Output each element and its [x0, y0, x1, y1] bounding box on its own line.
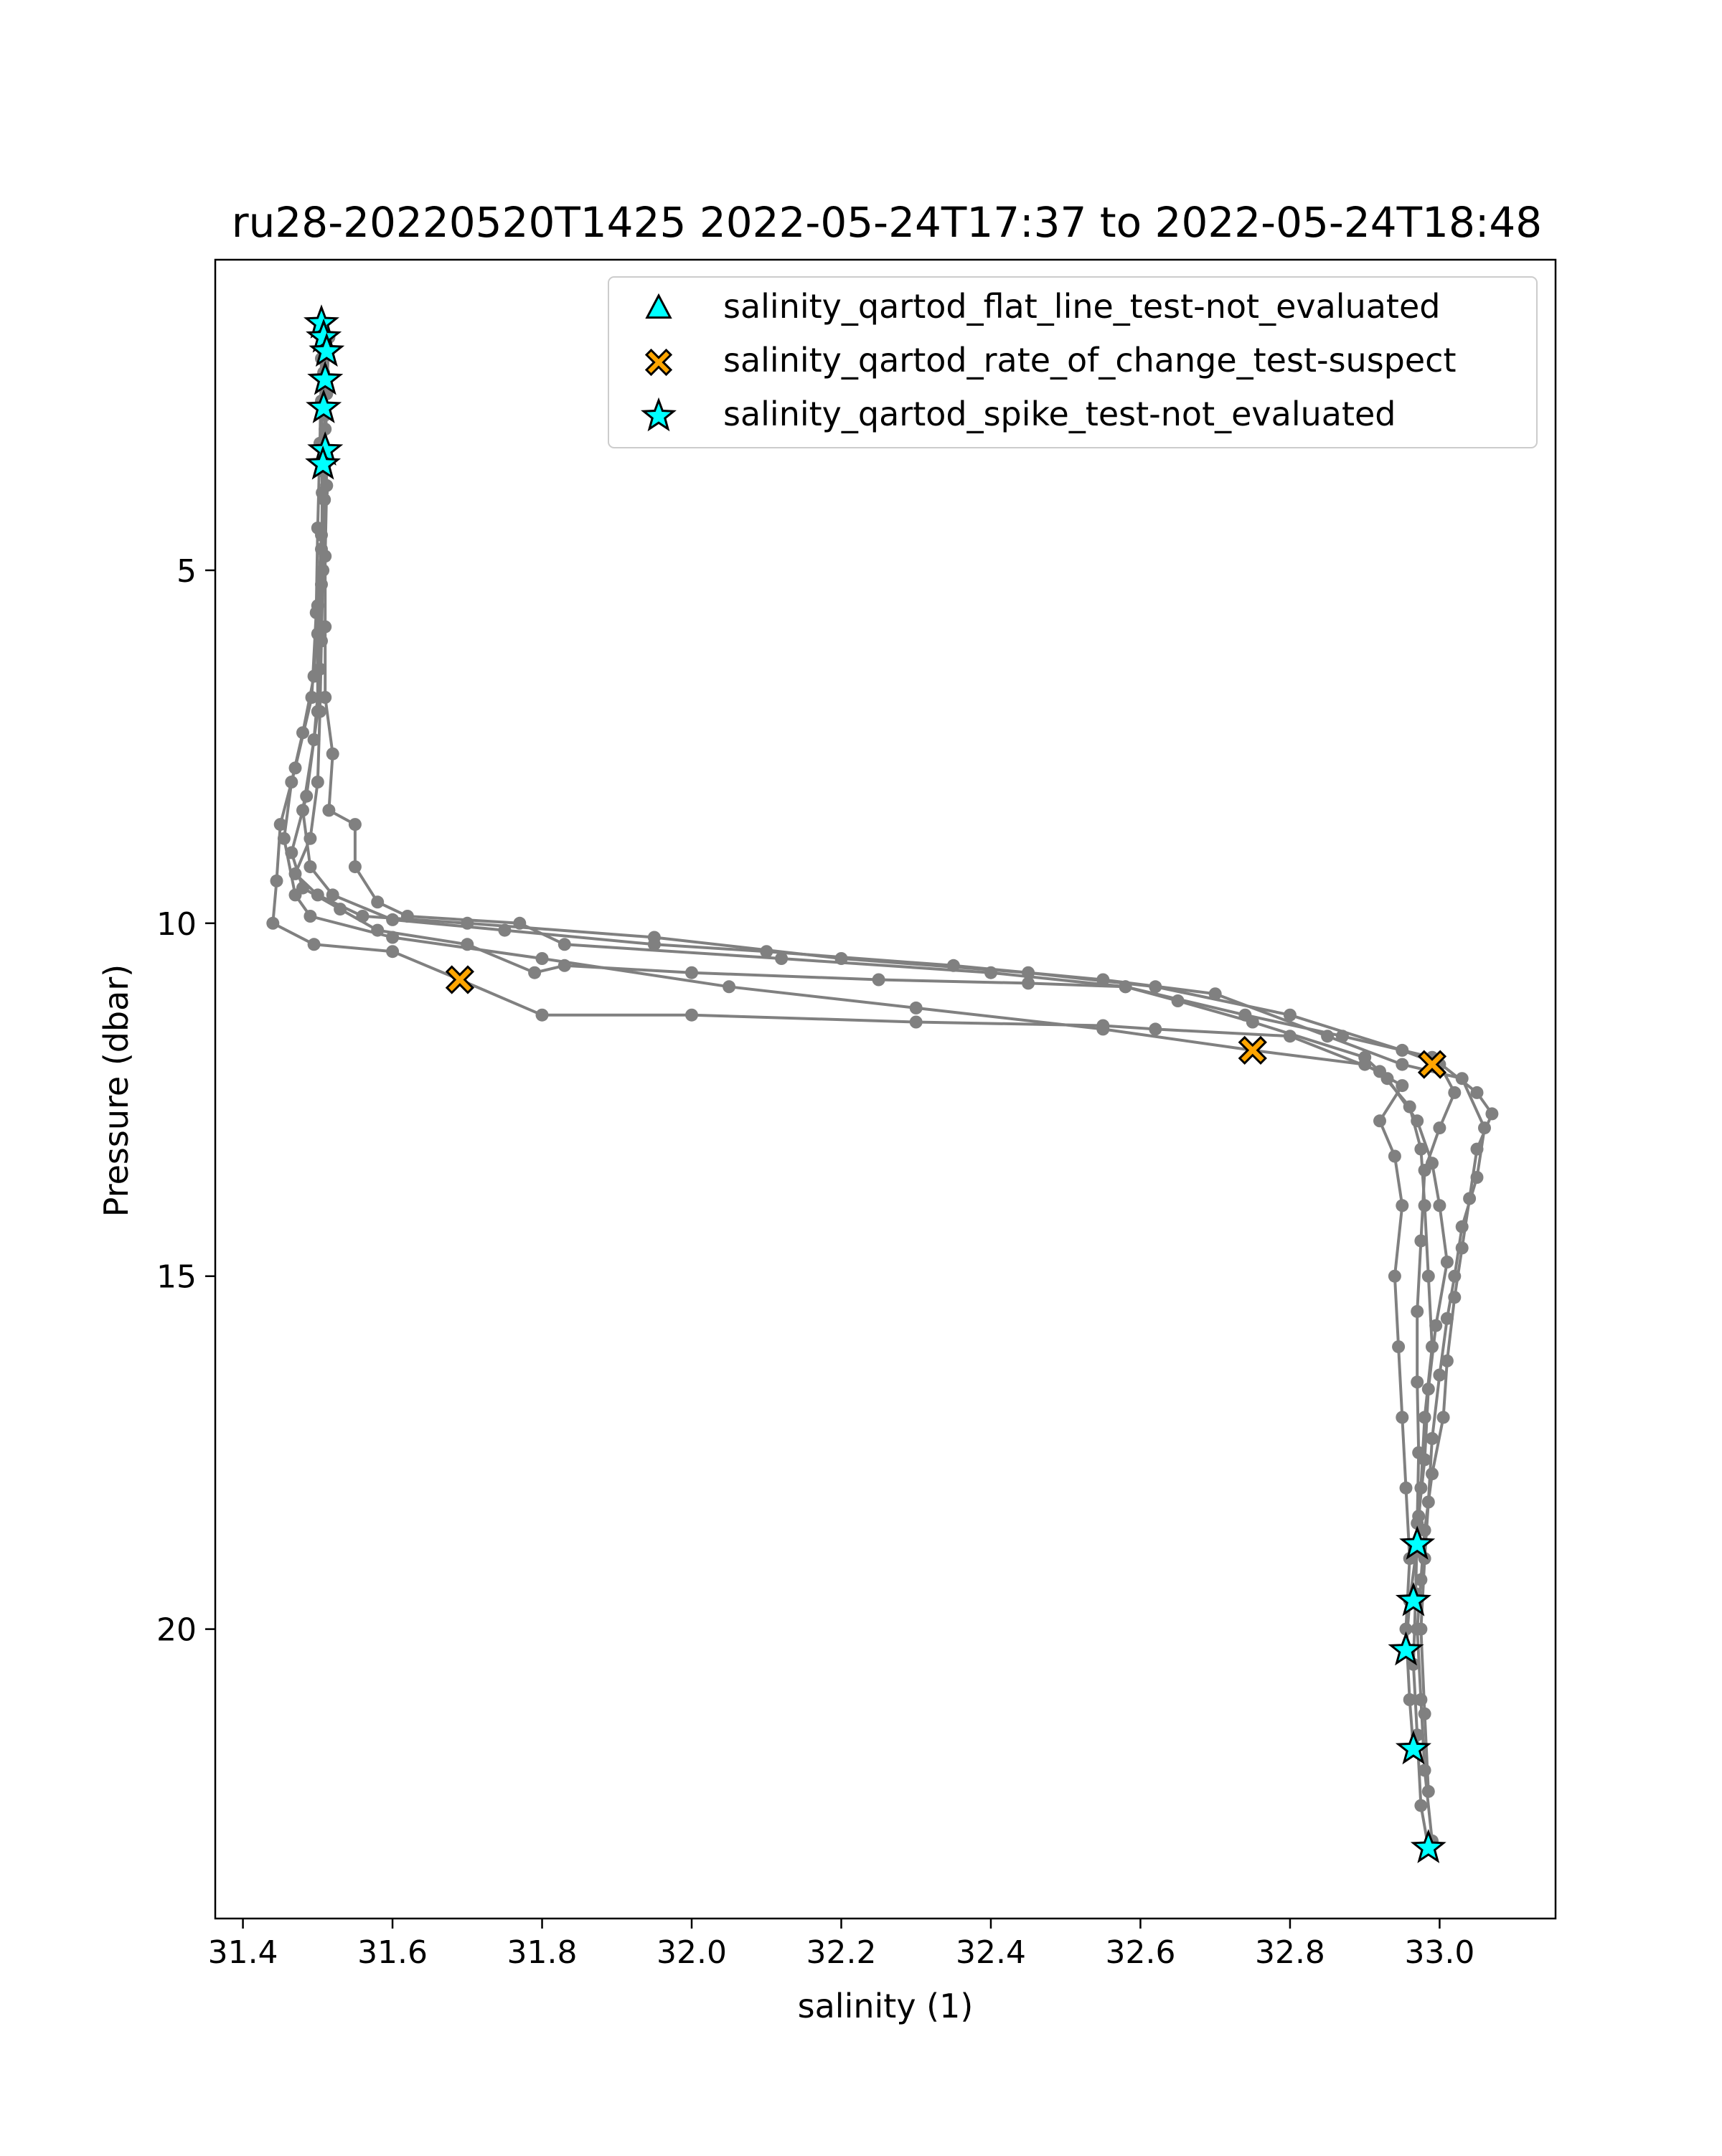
x-axis-label: salinity (1): [797, 1987, 974, 2025]
profile-point-6-8: [326, 888, 339, 901]
profile-point-3-13: [513, 917, 526, 930]
profile-point-6-6: [296, 804, 309, 816]
profile-point-1-22: [1433, 1121, 1446, 1134]
profile-point-3-11: [371, 895, 384, 908]
profile-point-6-24: [1433, 1369, 1446, 1382]
profile-point-5-16: [1022, 976, 1035, 989]
legend-label-flat-line: salinity_qartod_flat_line_test-not_evaluated: [723, 287, 1441, 326]
profile-point-6-22: [1448, 1270, 1461, 1283]
legend-entry-flat-line: [647, 287, 1441, 326]
profile-point-4-17: [1149, 1022, 1162, 1035]
profile-point-2-20: [1373, 1114, 1386, 1127]
profile-point-6-21: [1456, 1220, 1469, 1233]
profile-point-4-13: [536, 1009, 549, 1022]
profile-point-6-9: [386, 913, 399, 926]
profile-point-3-8: [322, 804, 335, 816]
profile-point-6-28: [1414, 1623, 1427, 1636]
profile-point-6-12: [760, 945, 773, 958]
profile-point-2-26: [1400, 1482, 1413, 1494]
profile-point-2-25: [1396, 1411, 1408, 1424]
profile-point-5-24: [1433, 1199, 1446, 1212]
profile-point-5-15: [872, 974, 885, 987]
profile-point-5-22: [1411, 1114, 1424, 1127]
profile-point-5-18: [1172, 994, 1185, 1007]
profile-point-6-4: [314, 663, 326, 676]
profile-point-5-13: [558, 959, 571, 972]
profile-point-2-15: [910, 1002, 923, 1015]
profile-point-5-29: [1412, 1510, 1425, 1522]
profile-point-3-31: [1414, 1573, 1427, 1586]
profile-point-6-5: [308, 733, 321, 746]
profile-point-6-20: [1471, 1171, 1484, 1184]
profile-point-6-19: [1478, 1121, 1491, 1134]
y-axis-label: Pressure (dbar): [97, 964, 136, 1218]
profile-point-5-8: [296, 882, 309, 895]
profile-point-5-21: [1381, 1072, 1394, 1085]
legend-entry-rate-of-change: [646, 341, 1457, 380]
profile-point-1-21: [1448, 1086, 1461, 1099]
profile-point-1-32: [1414, 1799, 1427, 1812]
profile-point-1-8: [311, 776, 324, 789]
profile-point-2-24: [1392, 1340, 1405, 1353]
profile-point-5-23: [1426, 1157, 1439, 1169]
profile-point-5-9: [334, 903, 347, 915]
profile-point-5-26: [1429, 1319, 1442, 1332]
x-tick-label-2: 31.6: [357, 1934, 428, 1971]
profile-point-2-13: [536, 952, 549, 965]
profile-point-2-14: [723, 980, 735, 993]
profile-point-5-12: [528, 966, 541, 979]
profile-point-2-22: [1396, 1199, 1408, 1212]
profile-point-5-19: [1246, 1016, 1259, 1029]
profile-point-6-2: [316, 486, 329, 499]
profile-point-6-11: [648, 938, 661, 951]
legend-label-rate-of-change: salinity_qartod_rate_of_change_test-suspect: [723, 341, 1457, 380]
chart-title: ru28-20220520T1425 2022-05-24T17:37 to 2022-05-24T18:48: [231, 198, 1543, 247]
profile-point-5-11: [461, 938, 474, 951]
x-tick-label-1: 31.4: [207, 1934, 278, 1971]
profile-point-2-29: [1403, 1693, 1416, 1706]
profile-point-6-10: [498, 924, 511, 937]
profile-point-2-11: [304, 910, 316, 923]
profile-point-5-27: [1422, 1383, 1435, 1395]
profile-point-4-16: [1096, 1020, 1109, 1032]
profile-point-6-16: [1321, 1030, 1334, 1042]
profile-point-5-7: [285, 846, 298, 859]
profile-point-4-14: [685, 1009, 698, 1022]
profile-point-6-17: [1396, 1058, 1408, 1071]
profile-point-6-23: [1441, 1312, 1454, 1325]
profile-point-4-11: [386, 945, 399, 958]
profile-point-3-29: [1426, 1467, 1439, 1480]
profile-point-4-15: [910, 1016, 923, 1029]
x-tick-label-5: 32.2: [806, 1934, 877, 1971]
profile-point-4-6: [289, 761, 302, 774]
x-tick-label-7: 32.6: [1105, 1934, 1176, 1971]
profile-point-6-30: [1422, 1785, 1435, 1798]
profile-point-4-10: [308, 938, 321, 951]
y-tick-label-3: 15: [156, 1258, 197, 1296]
profile-point-6-3: [315, 578, 328, 591]
profile-point-6-14: [1096, 974, 1109, 987]
profile-point-3-14: [558, 938, 571, 951]
profile-point-2-19: [1396, 1079, 1408, 1092]
profile-point-4-22: [1418, 1199, 1431, 1212]
profile-point-5-4: [311, 627, 324, 640]
profile-point-3-6: [319, 691, 331, 704]
y-tick-label-2: 10: [156, 905, 197, 943]
x-tick-label-3: 31.8: [507, 1934, 578, 1971]
profile-point-3-9: [349, 818, 362, 831]
profile-point-6-13: [947, 959, 960, 972]
profile-point-6-25: [1426, 1432, 1439, 1445]
profile-point-5-25: [1441, 1256, 1454, 1268]
profile-point-3-34: [1418, 1764, 1431, 1776]
profile-point-4-8: [270, 875, 283, 888]
profile-point-2-23: [1388, 1270, 1401, 1283]
profile-point-6-29: [1418, 1708, 1431, 1720]
x-tick-label-8: 32.8: [1254, 1934, 1325, 1971]
profile-point-4-25: [1418, 1411, 1431, 1424]
profile-point-3-10: [349, 860, 362, 873]
y-tick-label-4: 20: [156, 1611, 197, 1649]
profile-point-6-26: [1422, 1496, 1435, 1509]
profile-point-3-28: [1437, 1411, 1450, 1424]
x-tick-label-4: 32.0: [657, 1934, 727, 1971]
profile-point-3-21: [1471, 1086, 1484, 1099]
profile-point-1-26: [1411, 1375, 1424, 1388]
chart-legend: [608, 277, 1537, 448]
x-tick-label-9: 33.0: [1404, 1934, 1475, 1971]
profile-point-6-7: [304, 860, 316, 873]
legend-label-spike: salinity_qartod_spike_test-not_evaluated: [723, 395, 1396, 433]
profile-point-5-14: [685, 966, 698, 979]
profile-point-4-7: [274, 818, 287, 831]
profile-point-3-22: [1485, 1107, 1498, 1120]
profile-point-1-25: [1411, 1305, 1424, 1318]
legend-entry-spike: [644, 395, 1396, 433]
x-tick-label-6: 32.4: [955, 1934, 1026, 1971]
profile-point-3-7: [326, 748, 339, 761]
profile-point-5-10: [371, 924, 384, 937]
profile-point-4-23: [1422, 1270, 1435, 1283]
y-tick-label-1: 5: [177, 552, 197, 590]
profile-point-2-21: [1388, 1150, 1401, 1163]
profile-point-6-18: [1456, 1072, 1469, 1085]
profile-point-4-9: [266, 917, 279, 930]
profile-point-6-15: [1209, 987, 1222, 1000]
